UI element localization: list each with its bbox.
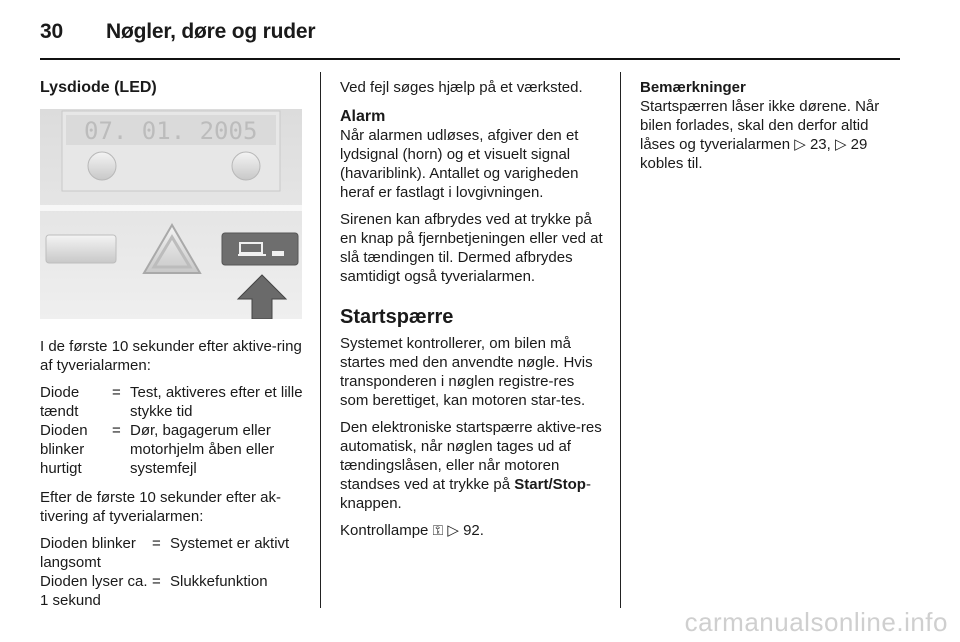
column-3 <box>640 72 904 181</box>
kontrollampe-ref <box>340 521 604 540</box>
dashboard-illustration <box>40 109 302 319</box>
intro-first-10s: I de første 10 sekunder efter aktive-ring af tyverialarmen: <box>40 338 302 374</box>
table-term: Diode tændt <box>40 384 80 420</box>
column-divider-1 <box>320 72 321 608</box>
table-eq: = <box>112 422 121 439</box>
header-rule <box>40 58 900 60</box>
start-paragraph-1: Systemet kontrollerer, om bilen må startes med den anvendte nøgle. Hvis transponderen i nøglen registre-res som berettiget, kan motoren star-tes. <box>340 335 593 409</box>
table-term: Dioden blinker hurtigt <box>40 422 88 477</box>
immobilizer-key-icon: ⚿ <box>432 522 444 538</box>
note-text-b: kobles til. <box>640 155 703 172</box>
column-2 <box>340 72 604 548</box>
section-title-startspaerre: Startspærre <box>340 306 454 328</box>
page-header <box>40 20 315 44</box>
page-title: Nøgler, døre og ruder <box>106 20 316 43</box>
table-row <box>40 534 304 572</box>
note-text <box>640 97 904 173</box>
led-indicator <box>272 251 284 256</box>
led-table-first <box>40 383 304 478</box>
start-paragraph-2 <box>340 418 604 513</box>
intro-after-10s: Efter de første 10 sekunder efter ak-tivering af tyverialarmen: <box>40 489 281 525</box>
watermark: carmanualsonline.info <box>684 607 948 637</box>
table-term: Dioden blinker langsomt <box>40 535 136 571</box>
table-desc: Dør, bagagerum eller motorhjelm åben eller systemfejl <box>130 422 275 477</box>
section-title-alarm: Alarm <box>340 108 386 125</box>
note-title: Bemærkninger <box>640 79 746 96</box>
led-table-after <box>40 534 304 610</box>
kontrollampe-label: Kontrollampe <box>340 522 433 539</box>
page-ref-29: ▷ 29 <box>834 136 868 153</box>
page-number: 30 <box>40 20 63 43</box>
dashboard-photo <box>40 109 302 319</box>
page-ref-23: ▷ 23, <box>794 136 835 153</box>
table-row <box>40 421 304 478</box>
page-ref-92: ▷ 92. <box>443 522 484 539</box>
table-desc: Test, aktiveres efter et lille stykke tid <box>130 384 303 420</box>
table-eq: = <box>152 573 161 590</box>
column-divider-2 <box>620 72 621 608</box>
workshop-note: Ved fejl søges hjælp på et værksted. <box>340 79 583 96</box>
start-stop-label: Start/Stop <box>514 476 586 493</box>
note-text-a: Startspærren låser ikke dørene. Når bilen forlades, skal den derfor altid låses og tyverialarmen <box>640 98 880 153</box>
table-term: Dioden lyser ca. 1 sekund <box>40 573 148 609</box>
display-readout: 07. 01. 2005 <box>84 117 258 145</box>
table-desc: Systemet er aktivt <box>170 535 290 552</box>
alarm-paragraph-2: Sirenen kan afbrydes ved at trykke på en knap på fjernbetjeningen eller ved at slå tændingen til. Dermed afbrydes samtidigt også tyverialarmen. <box>340 211 603 285</box>
section-title-led: Lysdiode (LED) <box>40 79 157 96</box>
table-eq: = <box>112 384 121 401</box>
column-1 <box>40 72 304 620</box>
table-eq: = <box>152 535 161 552</box>
table-row <box>40 383 304 421</box>
start-p2-text-b: -knappen. <box>340 476 591 512</box>
alarm-paragraph-1: Når alarmen udløses, afgiver den et lydsignal (horn) og et visuelt signal (havariblink). Antallet og varigheden heraf er fastlagt i lovgivningen. <box>340 127 579 201</box>
table-row <box>40 572 304 610</box>
table-desc: Slukkefunktion <box>170 573 268 590</box>
start-p2-text-a: Den elektroniske startspærre aktive-res automatisk, når nøglen tages ud af tændingslåsen, eller når motoren standses ved at trykke på <box>340 419 602 493</box>
